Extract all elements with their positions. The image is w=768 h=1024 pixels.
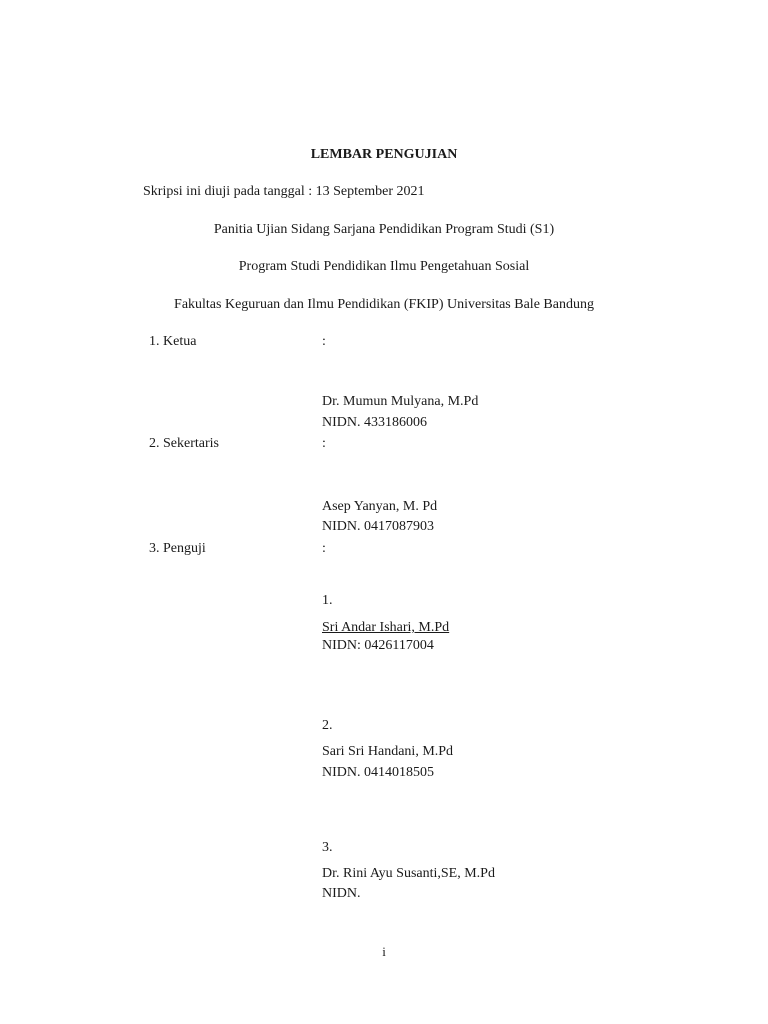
examiner-3-nidn: NIDN. xyxy=(322,886,361,901)
examiner-1-number: 1. xyxy=(322,593,333,608)
ketua-nidn: NIDN. 433186006 xyxy=(322,415,427,430)
role-colon-sekertaris: : xyxy=(322,436,326,451)
role-label-ketua: 1. Ketua xyxy=(149,334,197,349)
page-number: i xyxy=(382,944,386,959)
sekertaris-nidn: NIDN. 0417087903 xyxy=(322,519,434,534)
examiner-3-name: Dr. Rini Ayu Susanti,SE, M.Pd xyxy=(322,866,495,881)
examiner-2-number: 2. xyxy=(322,718,333,733)
role-colon-ketua: : xyxy=(322,334,326,349)
program-line: Program Studi Pendidikan Ilmu Pengetahuan Sosial xyxy=(238,259,530,274)
examiner-2-nidn: NIDN. 0414018505 xyxy=(322,765,434,780)
examiner-2-name: Sari Sri Handani, M.Pd xyxy=(322,744,454,759)
role-colon-penguji: : xyxy=(322,541,326,556)
ketua-name: Dr. Mumun Mulyana, M.Pd xyxy=(322,394,479,409)
examiner-1-name: Sri Andar Ishari, M.Pd xyxy=(322,620,450,635)
role-label-penguji: 3. Penguji xyxy=(149,541,206,556)
faculty-line: Fakultas Keguruan dan Ilmu Pendidikan (FKIP) Universitas Bale Bandung xyxy=(174,297,594,312)
page-title: LEMBAR PENGUJIAN xyxy=(310,147,458,162)
sekertaris-name: Asep Yanyan, M. Pd xyxy=(322,499,438,514)
committee-line: Panitia Ujian Sidang Sarjana Pendidikan Program Studi (S1) xyxy=(213,222,555,237)
role-label-sekertaris: 2. Sekertaris xyxy=(149,436,219,451)
examiner-1-nidn: NIDN: 0426117004 xyxy=(322,638,434,653)
exam-date-line: Skripsi ini diuji pada tanggal : 13 September 2021 xyxy=(143,184,425,199)
examiner-3-number: 3. xyxy=(322,840,333,855)
